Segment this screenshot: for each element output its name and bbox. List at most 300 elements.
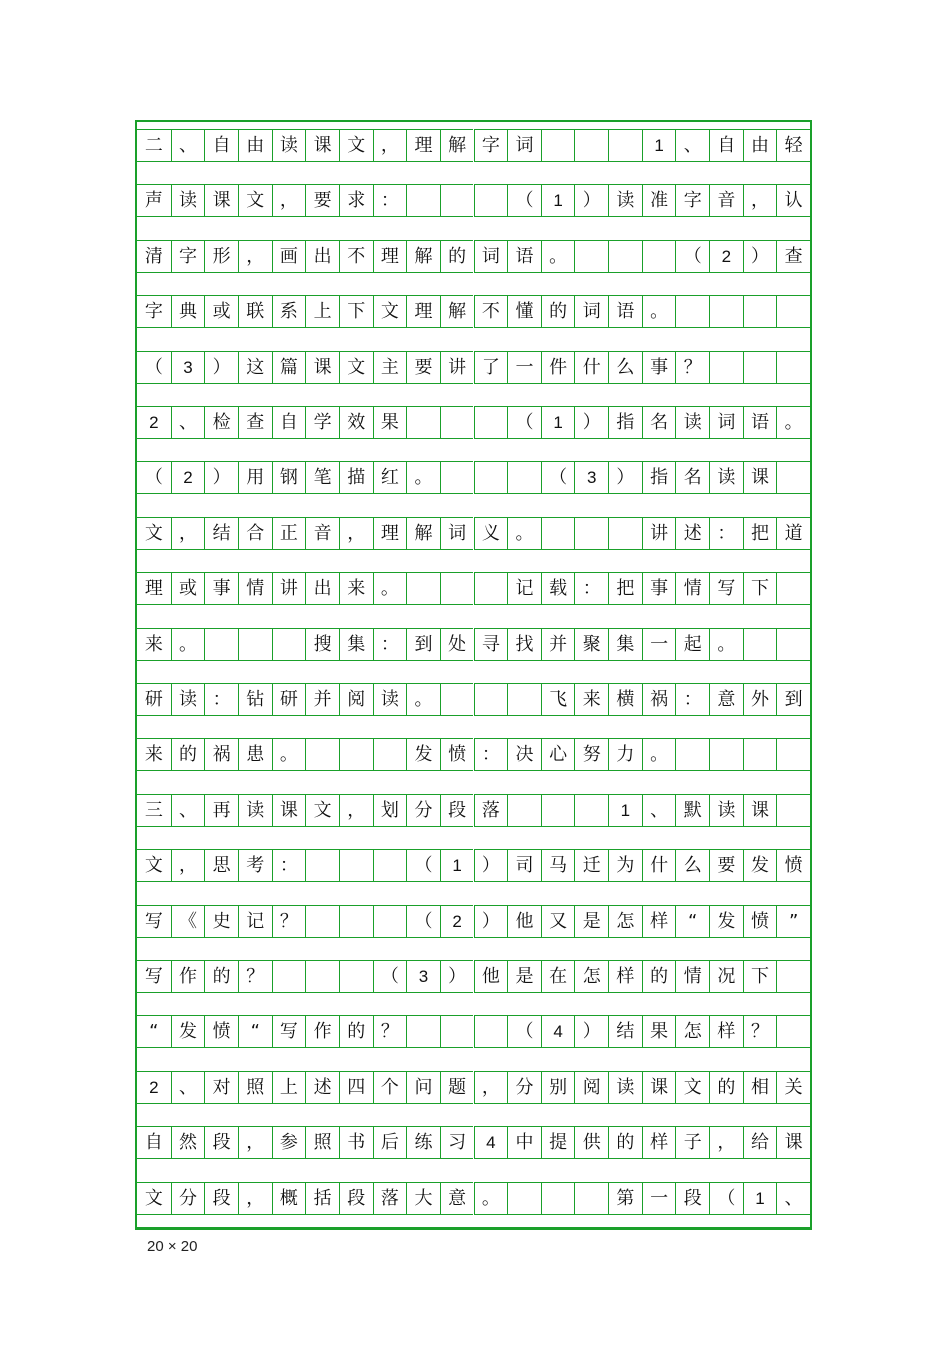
grid-cell: 划 bbox=[373, 794, 407, 827]
grid-cell: 三 bbox=[137, 794, 171, 827]
grid-cell: 在 bbox=[541, 960, 575, 993]
grid-cell: 用 bbox=[238, 461, 272, 494]
grid-cell: 词 bbox=[574, 295, 608, 328]
grid-cell: ） bbox=[474, 905, 508, 938]
grid-cell: （ bbox=[137, 351, 171, 384]
grid-cell: 述 bbox=[305, 1071, 339, 1104]
grid-row bbox=[137, 240, 810, 273]
grid-cell bbox=[474, 461, 508, 494]
grid-cell: ， bbox=[474, 1071, 508, 1104]
grid-cell: 发 bbox=[171, 1015, 205, 1048]
grid-cell: ） bbox=[743, 240, 777, 273]
grid-cell: 读 bbox=[709, 794, 743, 827]
grid-cell: 落 bbox=[373, 1182, 407, 1215]
grid-cell bbox=[574, 129, 608, 162]
grid-row bbox=[137, 351, 810, 384]
grid-cell: 心 bbox=[541, 738, 575, 771]
grid-cell bbox=[339, 849, 373, 882]
grid-cell: 1 bbox=[608, 794, 642, 827]
grid-cell: 理 bbox=[137, 572, 171, 605]
grid-cell: 写 bbox=[709, 572, 743, 605]
grid-cell: 2 bbox=[709, 240, 743, 273]
grid-cell: 讲 bbox=[642, 517, 676, 550]
grid-cell: 自 bbox=[137, 1126, 171, 1159]
grid-cell: 落 bbox=[474, 794, 508, 827]
grid-cell: 起 bbox=[675, 628, 709, 661]
grid-cell bbox=[440, 461, 474, 494]
grid-size-label: 20 × 20 bbox=[147, 1238, 198, 1255]
grid-cell: 概 bbox=[272, 1182, 306, 1215]
grid-cell: 二 bbox=[137, 129, 171, 162]
grid-cell: 考 bbox=[238, 849, 272, 882]
grid-cell: （ bbox=[507, 1015, 541, 1048]
grid-cell: 写 bbox=[272, 1015, 306, 1048]
grid-cell: 来 bbox=[137, 738, 171, 771]
grid-cell: 读 bbox=[608, 184, 642, 217]
grid-cell: 不 bbox=[339, 240, 373, 273]
grid-cell bbox=[574, 794, 608, 827]
grid-cell: 1 bbox=[440, 849, 474, 882]
grid-cell: 。 bbox=[171, 628, 205, 661]
grid-cell: 一 bbox=[642, 1182, 676, 1215]
grid-cell: 1 bbox=[642, 129, 676, 162]
grid-cell: 轻 bbox=[776, 129, 810, 162]
grid-cell: 出 bbox=[305, 572, 339, 605]
grid-cell: 段 bbox=[675, 1182, 709, 1215]
grid-cell: 什 bbox=[642, 849, 676, 882]
grid-cell: 。 bbox=[541, 240, 575, 273]
grid-cell: 2 bbox=[440, 905, 474, 938]
grid-cell: 典 bbox=[171, 295, 205, 328]
grid-cell: 后 bbox=[373, 1126, 407, 1159]
grid-cell bbox=[507, 794, 541, 827]
grid-cell: 并 bbox=[541, 628, 575, 661]
grid-cell: 到 bbox=[406, 628, 440, 661]
grid-cell bbox=[305, 738, 339, 771]
grid-cell: 求 bbox=[339, 184, 373, 217]
grid-cell bbox=[776, 295, 810, 328]
grid-cell: 解 bbox=[440, 129, 474, 162]
grid-cell: 画 bbox=[272, 240, 306, 273]
grid-cell: 。 bbox=[406, 461, 440, 494]
grid-cell: ： bbox=[474, 738, 508, 771]
grid-cell: ， bbox=[339, 517, 373, 550]
grid-cell: 样 bbox=[608, 960, 642, 993]
grid-cell: 。 bbox=[642, 738, 676, 771]
grid-cell: 分 bbox=[171, 1182, 205, 1215]
grid-cell: 准 bbox=[642, 184, 676, 217]
grid-cell: 括 bbox=[305, 1182, 339, 1215]
grid-cell: 。 bbox=[776, 406, 810, 439]
grid-cell bbox=[474, 1015, 508, 1048]
grid-cell bbox=[339, 738, 373, 771]
grid-cell: ： bbox=[373, 184, 407, 217]
grid-cell: ） bbox=[574, 1015, 608, 1048]
grid-cell: 并 bbox=[305, 683, 339, 716]
grid-cell: 习 bbox=[440, 1126, 474, 1159]
grid-cell: 祸 bbox=[642, 683, 676, 716]
grid-cell: 字 bbox=[675, 184, 709, 217]
grid-cell: ， bbox=[238, 1182, 272, 1215]
grid-cell: 效 bbox=[339, 406, 373, 439]
grid-cell: 个 bbox=[373, 1071, 407, 1104]
grid-cell: 指 bbox=[642, 461, 676, 494]
grid-cell: 段 bbox=[339, 1182, 373, 1215]
grid-cell bbox=[675, 738, 709, 771]
grid-cell bbox=[776, 960, 810, 993]
grid-cell: ： bbox=[675, 683, 709, 716]
grid-cell: 记 bbox=[238, 905, 272, 938]
grid-cell: 样 bbox=[642, 1126, 676, 1159]
grid-cell bbox=[339, 905, 373, 938]
grid-cell: 段 bbox=[204, 1182, 238, 1215]
grid-cell: 读 bbox=[608, 1071, 642, 1104]
grid-cell bbox=[709, 738, 743, 771]
grid-cell: 发 bbox=[406, 738, 440, 771]
grid-cell: 学 bbox=[305, 406, 339, 439]
grid-cell: 载 bbox=[541, 572, 575, 605]
grid-cell: 课 bbox=[272, 794, 306, 827]
grid-cell: 指 bbox=[608, 406, 642, 439]
grid-cell: 么 bbox=[675, 849, 709, 882]
grid-cell: 语 bbox=[743, 406, 777, 439]
grid-cell: 语 bbox=[507, 240, 541, 273]
grid-cell: 问 bbox=[406, 1071, 440, 1104]
grid-row bbox=[137, 905, 810, 938]
grid-cell: 情 bbox=[675, 960, 709, 993]
grid-cell bbox=[574, 240, 608, 273]
grid-cell: 4 bbox=[474, 1126, 508, 1159]
grid-cell: 文 bbox=[339, 129, 373, 162]
grid-cell: 这 bbox=[238, 351, 272, 384]
grid-cell: 理 bbox=[406, 295, 440, 328]
grid-cell: 笔 bbox=[305, 461, 339, 494]
grid-cell: ： bbox=[574, 572, 608, 605]
grid-cell: 的 bbox=[709, 1071, 743, 1104]
grid-cell: 研 bbox=[137, 683, 171, 716]
grid-cell: ？ bbox=[373, 1015, 407, 1048]
grid-cell: 意 bbox=[440, 1182, 474, 1215]
grid-cell: 课 bbox=[776, 1126, 810, 1159]
grid-cell: 别 bbox=[541, 1071, 575, 1104]
grid-cell: 、 bbox=[171, 1071, 205, 1104]
grid-cell: 讲 bbox=[272, 572, 306, 605]
grid-cell: ？ bbox=[675, 351, 709, 384]
grid-cell bbox=[440, 572, 474, 605]
grid-cell: 患 bbox=[238, 738, 272, 771]
grid-cell: ， bbox=[238, 240, 272, 273]
grid-cell: 参 bbox=[272, 1126, 306, 1159]
grid-cell: 怎 bbox=[608, 905, 642, 938]
grid-cell: 果 bbox=[642, 1015, 676, 1048]
grid-cell: 。 bbox=[272, 738, 306, 771]
grid-cell: （ bbox=[406, 905, 440, 938]
grid-cell: 《 bbox=[171, 905, 205, 938]
grid-cell: 钻 bbox=[238, 683, 272, 716]
grid-cell: 2 bbox=[171, 461, 205, 494]
grid-cell: 名 bbox=[675, 461, 709, 494]
grid-cell: 理 bbox=[373, 240, 407, 273]
grid-cell bbox=[574, 517, 608, 550]
grid-cell: 文 bbox=[373, 295, 407, 328]
grid-cell: 他 bbox=[507, 905, 541, 938]
grid-cell: ： bbox=[709, 517, 743, 550]
grid-cell: 四 bbox=[339, 1071, 373, 1104]
grid-row bbox=[137, 572, 810, 605]
grid-cell: 写 bbox=[137, 905, 171, 938]
grid-cell: 课 bbox=[642, 1071, 676, 1104]
grid-cell: ） bbox=[574, 184, 608, 217]
grid-cell: 怎 bbox=[574, 960, 608, 993]
grid-cell: 集 bbox=[608, 628, 642, 661]
grid-cell: 读 bbox=[238, 794, 272, 827]
grid-cell: 聚 bbox=[574, 628, 608, 661]
grid-cell bbox=[776, 351, 810, 384]
grid-cell: 阅 bbox=[574, 1071, 608, 1104]
grid-cell bbox=[238, 628, 272, 661]
grid-cell: （ bbox=[406, 849, 440, 882]
grid-cell: 然 bbox=[171, 1126, 205, 1159]
grid-cell: 再 bbox=[204, 794, 238, 827]
grid-cell: 飞 bbox=[541, 683, 575, 716]
grid-cell: 横 bbox=[608, 683, 642, 716]
grid-cell: 形 bbox=[204, 240, 238, 273]
grid-cell bbox=[474, 184, 508, 217]
grid-cell: 对 bbox=[204, 1071, 238, 1104]
grid-cell: 的 bbox=[204, 960, 238, 993]
grid-cell: （ bbox=[709, 1182, 743, 1215]
grid-cell: 么 bbox=[608, 351, 642, 384]
grid-cell bbox=[474, 683, 508, 716]
grid-cell: 理 bbox=[406, 129, 440, 162]
grid-cell: 愤 bbox=[776, 849, 810, 882]
grid-cell: 愤 bbox=[743, 905, 777, 938]
grid-cell bbox=[776, 628, 810, 661]
grid-cell: 上 bbox=[272, 1071, 306, 1104]
grid-cell: 研 bbox=[272, 683, 306, 716]
grid-cell: 集 bbox=[339, 628, 373, 661]
grid-cell: ， bbox=[171, 849, 205, 882]
grid-cell: 钢 bbox=[272, 461, 306, 494]
grid-cell: 阅 bbox=[339, 683, 373, 716]
grid-cell: 要 bbox=[406, 351, 440, 384]
grid-cell: ） bbox=[474, 849, 508, 882]
grid-cell: 情 bbox=[238, 572, 272, 605]
grid-cell bbox=[373, 849, 407, 882]
grid-cell bbox=[743, 295, 777, 328]
grid-cell: 懂 bbox=[507, 295, 541, 328]
grid-cell: 。 bbox=[507, 517, 541, 550]
grid-cell: 词 bbox=[709, 406, 743, 439]
grid-cell: 什 bbox=[574, 351, 608, 384]
grid-cell: 音 bbox=[709, 184, 743, 217]
grid-cell: 字 bbox=[474, 129, 508, 162]
grid-cell bbox=[204, 628, 238, 661]
grid-cell: 记 bbox=[507, 572, 541, 605]
grid-cell bbox=[272, 628, 306, 661]
grid-cell: ， bbox=[339, 794, 373, 827]
grid-cell: 分 bbox=[507, 1071, 541, 1104]
grid-cell: 联 bbox=[238, 295, 272, 328]
grid-cell bbox=[339, 960, 373, 993]
grid-row bbox=[137, 683, 810, 716]
grid-cell: 词 bbox=[440, 517, 474, 550]
grid-cell bbox=[541, 517, 575, 550]
grid-cell: 他 bbox=[474, 960, 508, 993]
grid-cell: 文 bbox=[238, 184, 272, 217]
grid-cell: 找 bbox=[507, 628, 541, 661]
grid-cell: 描 bbox=[339, 461, 373, 494]
grid-cell: 合 bbox=[238, 517, 272, 550]
grid-cell: ） bbox=[440, 960, 474, 993]
grid-cell: 述 bbox=[675, 517, 709, 550]
grid-cell: 照 bbox=[238, 1071, 272, 1104]
grid-cell bbox=[440, 184, 474, 217]
grid-cell: ， bbox=[238, 1126, 272, 1159]
grid-cell bbox=[406, 406, 440, 439]
grid-cell: 的 bbox=[608, 1126, 642, 1159]
grid-cell: 词 bbox=[507, 129, 541, 162]
grid-cell: 。 bbox=[373, 572, 407, 605]
grid-cell: 、 bbox=[171, 129, 205, 162]
grid-cell: 一 bbox=[507, 351, 541, 384]
grid-cell: 作 bbox=[305, 1015, 339, 1048]
grid-cell: 分 bbox=[406, 794, 440, 827]
grid-row bbox=[137, 461, 810, 494]
grid-cell: 作 bbox=[171, 960, 205, 993]
grid-cell: ） bbox=[204, 461, 238, 494]
grid-cell: 文 bbox=[339, 351, 373, 384]
grid-cell: 上 bbox=[305, 295, 339, 328]
grid-cell: ， bbox=[373, 129, 407, 162]
grid-cell: 读 bbox=[709, 461, 743, 494]
grid-cell: 迁 bbox=[574, 849, 608, 882]
grid-cell: 样 bbox=[709, 1015, 743, 1048]
grid-cell: 要 bbox=[305, 184, 339, 217]
grid-cell: 3 bbox=[574, 461, 608, 494]
grid-row bbox=[137, 1182, 810, 1215]
grid-cell: 力 bbox=[608, 738, 642, 771]
grid-cell: 或 bbox=[171, 572, 205, 605]
grid-cell: 意 bbox=[709, 683, 743, 716]
grid-cell: 课 bbox=[204, 184, 238, 217]
grid-cell: 声 bbox=[137, 184, 171, 217]
grid-cell: 下 bbox=[743, 960, 777, 993]
grid-cell bbox=[608, 129, 642, 162]
grid-cell: 理 bbox=[373, 517, 407, 550]
grid-cell bbox=[305, 905, 339, 938]
grid-cell: ： bbox=[373, 628, 407, 661]
grid-cell: 发 bbox=[743, 849, 777, 882]
grid-cell bbox=[776, 572, 810, 605]
grid-cell: 文 bbox=[137, 1182, 171, 1215]
grid-cell: 来 bbox=[574, 683, 608, 716]
grid-cell: 到 bbox=[776, 683, 810, 716]
grid-cell: ） bbox=[574, 406, 608, 439]
grid-cell bbox=[743, 738, 777, 771]
grid-cell: 课 bbox=[305, 351, 339, 384]
grid-cell: （ bbox=[507, 184, 541, 217]
manuscript-grid-sheet bbox=[135, 120, 812, 1230]
grid-cell: 结 bbox=[608, 1015, 642, 1048]
grid-cell bbox=[272, 960, 306, 993]
grid-cell: 默 bbox=[675, 794, 709, 827]
grid-cell: （ bbox=[541, 461, 575, 494]
grid-cell: 给 bbox=[743, 1126, 777, 1159]
grid-cell: 一 bbox=[642, 628, 676, 661]
grid-row bbox=[137, 1015, 810, 1048]
grid-cell: 不 bbox=[474, 295, 508, 328]
grid-cell: 检 bbox=[204, 406, 238, 439]
grid-cell bbox=[507, 461, 541, 494]
grid-cell: 况 bbox=[709, 960, 743, 993]
grid-cell: 。 bbox=[709, 628, 743, 661]
grid-cell: 寻 bbox=[474, 628, 508, 661]
grid-cell: 题 bbox=[440, 1071, 474, 1104]
grid-cell: 课 bbox=[743, 461, 777, 494]
grid-row bbox=[137, 129, 810, 162]
grid-cell bbox=[776, 461, 810, 494]
grid-cell: 把 bbox=[743, 517, 777, 550]
grid-cell: ） bbox=[608, 461, 642, 494]
grid-row bbox=[137, 1126, 810, 1159]
grid-cell: 大 bbox=[406, 1182, 440, 1215]
grid-cell: 主 bbox=[373, 351, 407, 384]
grid-cell: 事 bbox=[642, 351, 676, 384]
grid-cell: ” bbox=[776, 905, 810, 938]
grid-cell: 写 bbox=[137, 960, 171, 993]
grid-cell bbox=[675, 295, 709, 328]
grid-cell: 要 bbox=[709, 849, 743, 882]
grid-cell bbox=[373, 905, 407, 938]
grid-cell: 或 bbox=[204, 295, 238, 328]
grid-cell bbox=[743, 351, 777, 384]
grid-row bbox=[137, 406, 810, 439]
grid-cell: （ bbox=[373, 960, 407, 993]
grid-cell: 中 bbox=[507, 1126, 541, 1159]
grid-cell: 读 bbox=[171, 683, 205, 716]
grid-cell: ？ bbox=[238, 960, 272, 993]
grid-cell: 1 bbox=[541, 184, 575, 217]
grid-cell: 。 bbox=[642, 295, 676, 328]
grid-cell: 文 bbox=[137, 849, 171, 882]
grid-cell: 名 bbox=[642, 406, 676, 439]
grid-cell: ？ bbox=[743, 1015, 777, 1048]
grid-cell: 搜 bbox=[305, 628, 339, 661]
grid-cell: ） bbox=[204, 351, 238, 384]
grid-cell bbox=[474, 406, 508, 439]
grid-cell: 由 bbox=[238, 129, 272, 162]
grid-cell bbox=[406, 572, 440, 605]
grid-cell bbox=[507, 683, 541, 716]
grid-cell: 红 bbox=[373, 461, 407, 494]
grid-cell: 道 bbox=[776, 517, 810, 550]
grid-cell: 课 bbox=[305, 129, 339, 162]
grid-cell: 努 bbox=[574, 738, 608, 771]
grid-cell: 供 bbox=[574, 1126, 608, 1159]
grid-cell: 。 bbox=[474, 1182, 508, 1215]
grid-cell bbox=[440, 406, 474, 439]
grid-cell: 。 bbox=[406, 683, 440, 716]
grid-cell: 出 bbox=[305, 240, 339, 273]
grid-cell: 的 bbox=[642, 960, 676, 993]
grid-cell: 练 bbox=[406, 1126, 440, 1159]
grid-cell: 愤 bbox=[440, 738, 474, 771]
grid-cell: 文 bbox=[305, 794, 339, 827]
grid-cell: （ bbox=[675, 240, 709, 273]
grid-cell: 、 bbox=[171, 406, 205, 439]
grid-cell: “ bbox=[238, 1015, 272, 1048]
